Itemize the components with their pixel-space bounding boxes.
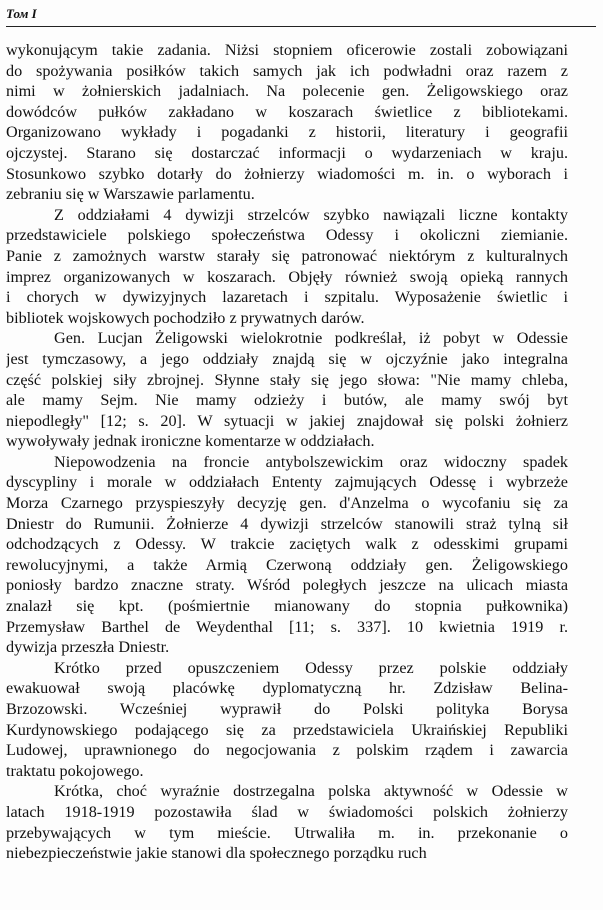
body-text <box>6 40 568 864</box>
text-line: nimi w żołnierskich jadalniach. Na polecenie gen. Żeligowskiego oraz <box>6 82 568 101</box>
text-line: poniosły bardzo znaczne straty. Wśród poległych jeszcze na ulicach miasta <box>6 576 568 595</box>
paragraph-p6 <box>6 781 568 863</box>
paragraph-p5 <box>6 658 568 782</box>
text-line: Kurdynowskiego podającego się za przedstawiciela Ukraińskiej Republiki <box>6 720 568 739</box>
text-line: Gen. Lucjan Żeligowski wielokrotnie podkreślał, iż pobyt w Odessie <box>54 329 568 348</box>
text-line: część polskiej siły zbrojnej. Słynne stały się jego słowa: "Nie mamy chleba, <box>6 370 568 389</box>
text-line: dowódców pułków zakładano w koszarach świetlice z bibliotekami. <box>6 102 568 121</box>
text-line: Z oddziałami 4 dywizji strzelców szybko nawiązali liczne kontakty <box>54 205 568 224</box>
text-line: Krótko przed opuszczeniem Odessy przez polskie oddziały <box>54 658 568 677</box>
text-line: niepodległy" [12; s. 20]. W sytuacji w jakiej znajdował się polski żołnierz <box>6 411 568 430</box>
text-line: dyscypliny i morale w oddziałach Ententy zajmujących Odessę i wybrzeże <box>6 473 568 492</box>
text-line: ale mamy Sejm. Nie mamy odzieży i butów, ale mamy swój byt <box>6 391 568 410</box>
text-line: odchodzących z Odessy. W trakcie zaciętych walk z odesskimi grupami <box>6 535 568 554</box>
text-line: dywizja przeszła Dniestr. <box>6 638 170 657</box>
text-line: ojczystej. Starano się dostarczać informacji o wydarzeniach w kraju. <box>6 143 568 162</box>
text-line: latach 1918-1919 pozostawiła ślad w świadomości polskich żołnierzy <box>6 802 568 821</box>
text-line: znalazł się kpt. (pośmiertnie mianowany do stopnia pułkownika) <box>6 597 568 616</box>
paragraph-p1 <box>6 40 568 205</box>
text-line: przebywających w tym mieście. Utrwaliła m. in. przekonanie o <box>6 823 568 842</box>
text-line: Stosunkowo szybko dotarły do żołnierzy wiadomości m. in. o wyborach i <box>6 164 568 183</box>
text-line: bibliotek wojskowych pochodziło z prywatnych darów. <box>6 308 365 327</box>
text-line: i chorych w dywizyjnych lazaretach i szpitalu. Wyposażenie świetlic i <box>6 288 568 307</box>
text-line: wykonującym takie zadania. Niżsi stopniem oficerowie zostali zobowiązani <box>6 41 568 59</box>
text-line: Niepowodzenia na froncie antybolszewickim oraz widoczny spadek <box>54 452 568 471</box>
text-line: Dniestr do Rumunii. Żołnierze 4 dywizji strzelców stanowili straż tylną sił <box>6 514 568 533</box>
text-line: rewolucyjnymi, a także Armią Czerwoną oddziały gen. Żeligowskiego <box>6 555 568 574</box>
running-head <box>6 4 596 27</box>
text-line: Ludowej, uprawnionego do negocjowania z polskim rządem i zawarcia <box>6 741 568 760</box>
paragraph-p3 <box>6 328 568 452</box>
paragraph-p4 <box>6 452 568 658</box>
text-line: ewakuował swoją placówkę dyplomatyczną hr. Zdzisław Belina- <box>6 679 568 698</box>
text-line: Organizowano wykłady i pogadanki z historii, literatury i geografii <box>6 123 568 142</box>
running-head-label: Том І <box>6 6 37 21</box>
text-line: wywoływały jednak ironiczne komentarze w oddziałach. <box>6 432 375 451</box>
text-line: do spożywania posiłków takich samych jak ich podwładni oraz razem z <box>6 61 568 80</box>
text-line: jest tymczasowy, a jego oddziały znajdą się w ojczyźnie jako integralna <box>6 349 568 368</box>
text-line: Przemysław Barthel de Weydenthal [11; s. 337]. 10 kwietnia 1919 r. <box>6 617 568 636</box>
text-line: imprez organizowanych w koszarach. Objęły również swoją opieką rannych <box>6 267 568 286</box>
text-line: Brzozowski. Wcześniej wyprawił do Polski polityka Borysa <box>6 700 568 718</box>
text-line: zebraniu się w Warszawie parlamentu. <box>6 185 255 204</box>
text-line: niebezpieczeństwie jakie stanowi dla społecznego porządku ruch <box>6 844 427 863</box>
text-line: Krótka, choć wyraźnie dostrzegalna polska aktywność w Odessie w <box>54 782 568 801</box>
text-line: traktatu pokojowego. <box>6 761 144 780</box>
text-line: Morza Czarnego przyspieszyły decyzję gen. d'Anzelma o wycofaniu się za <box>6 494 568 513</box>
text-line: Panie z zamożnych warstw starały się patronować niektórym z kulturalnych <box>6 246 568 265</box>
text-line: przedstawiciele polskiego społeczeństwa Odessy i okoliczni ziemianie. <box>6 226 568 245</box>
paragraph-p2 <box>6 205 568 329</box>
